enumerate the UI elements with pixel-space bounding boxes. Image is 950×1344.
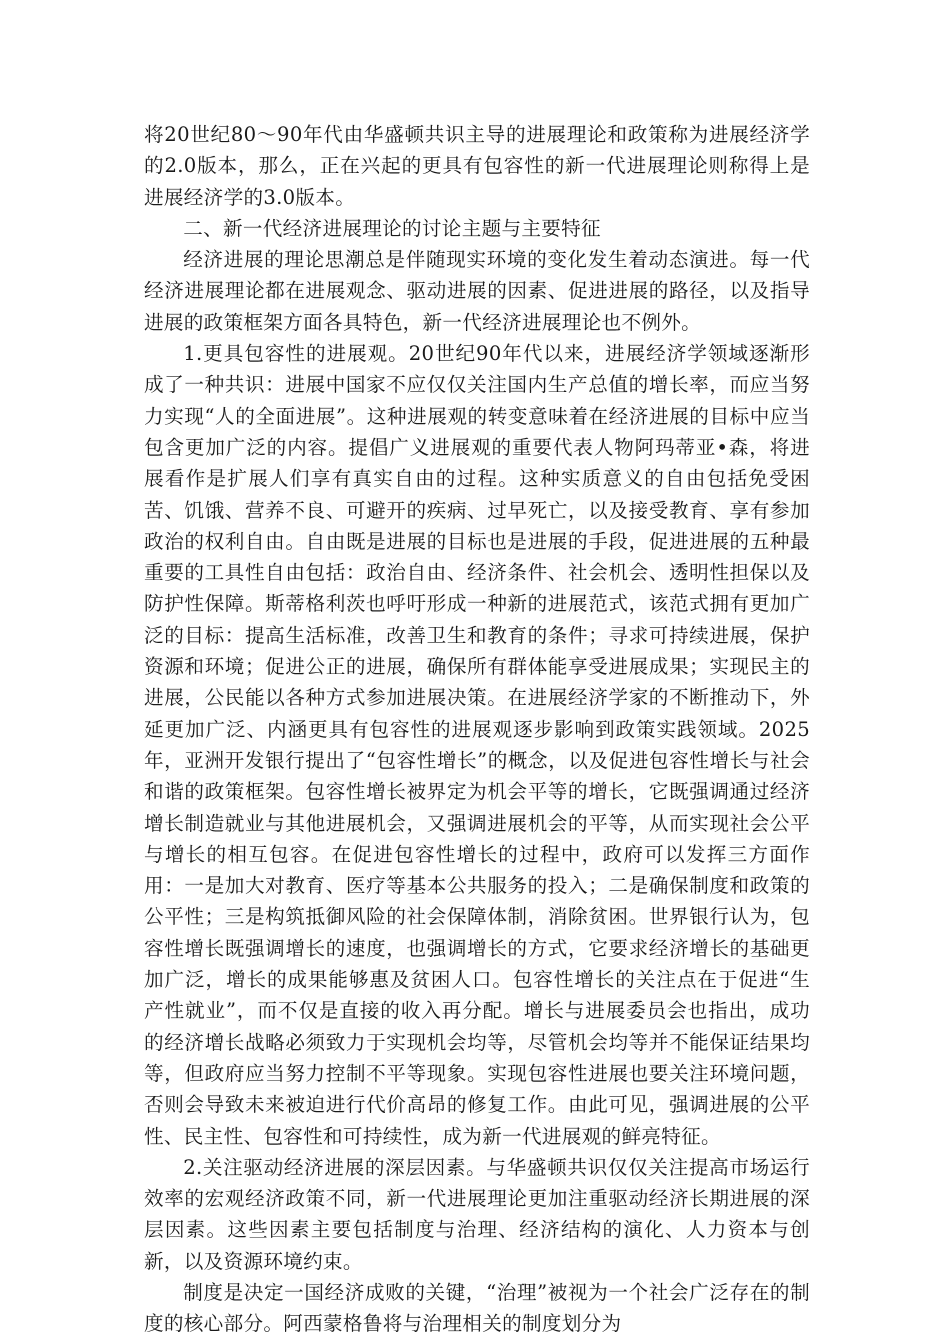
paragraph-continuation: 将20世纪80～90年代由华盛顿共识主导的进展理论和政策称为进展经济学的2.0版本，那么，正在兴起的更具有包容性的新一代进展理论则称得上是进展经济学的3.0版本。 xyxy=(144,123,810,209)
paragraph-deep-factors: 2.关注驱动经济进展的深层因素。与华盛顿共识仅仅关注提高市场运行效率的宏观经济政策不同，新一代进展理论更加注重驱动经济长期进展的深层因素。这些因素主要包括制度与治理、经济结构的演化、人力资本与创新，以及资源环境约束。 xyxy=(144,1155,810,1273)
section-heading: 二、新一代经济进展理论的讨论主题与主要特征 xyxy=(183,216,601,240)
paragraph-inclusive-development: 1.更具包容性的进展观。20世纪90年代以来，进展经济学领域逐渐形成了一种共识：进展中国家不应仅仅关注国内生产总值的增长率，而应当努力实现“人的全面进展”。这种进展观的转变意味着在经济进展的目标中应当包含更加广泛的内容。提倡广义进展观的重要代表人物阿玛蒂亚•森，将进展看作是扩展人们享有真实自由的过程。这种实质意义的自由包括免受困苦、饥饿、营养不良、可避开的疾病、过早死亡，以及接受教育、享有参加政治的权利自由。自由既是进展的目标也是进展的手段，促进进展的五种最重要的工具性自由包括：政治自由、经济条件、社会机会、透明性担保以及防护性保障。斯蒂格利茨也呼吁形成一种新的进展范式，该范式拥有更加广泛的目标：提高生活标准，改善卫生和教育的条件；寻求可持续进展，保护资源和环境；促进公正的进展，确保所有群体能享受进展成果；实现民主的进展，公民能以各种方式参加进展决策。在进展经济学家的不断推动下，外延更加广泛、内涵更具有包容性的进展观逐步影响到政策实践领域。2025年，亚洲开发银行提出了“包容性增长”的概念，以及促进包容性增长与社会和谐的政策框架。包容性增长被界定为机会平等的增长，它既强调通过经济增长制造就业与其他进展机会，又强调进展机会的平等，从而实现社会公平与增长的相互包容。在促进包容性增长的过程中，政府可以发挥三方面作用：一是加大对教育、医疗等基本公共服务的投入；二是确保制度和政策的公平性；三是构筑抵御风险的社会保障体制，消除贫困。世界银行认为，包容性增长既强调增长的速度，也强调增长的方式，它要求经济增长的基础更加广泛，增长的成果能够惠及贫困人口。包容性增长的关注点在于促进“生产性就业”，而不仅是直接的收入再分配。增长与进展委员会也指出，成功的经济增长战略必须致力于实现机会均等，尽管机会均等并不能保证结果均等，但政府应当努力控制不平等现象。实现包容性进展也要关注环境问题，否则会导致未来被迫进行代价高昂的修复工作。由此可见，强调进展的公平性、民主性、包容性和可持续性，成为新一代进展观的鲜亮特征。 xyxy=(144,342,810,1148)
paragraph-institutions: 制度是决定一国经济成败的关键，“治理”被视为一个社会广泛存在的制度的核心部分。阿西蒙格鲁将与治理相关的制度划分为 xyxy=(144,1280,810,1336)
paragraph-intro: 经济进展的理论思潮总是伴随现实环境的变化发生着动态演进。每一代经济进展理论都在进展观念、驱动进展的因素、促进进展的路径，以及指导进展的政策框架方面各具特色，新一代经济进展理论也不例外。 xyxy=(144,248,810,334)
document-body xyxy=(144,119,810,1340)
